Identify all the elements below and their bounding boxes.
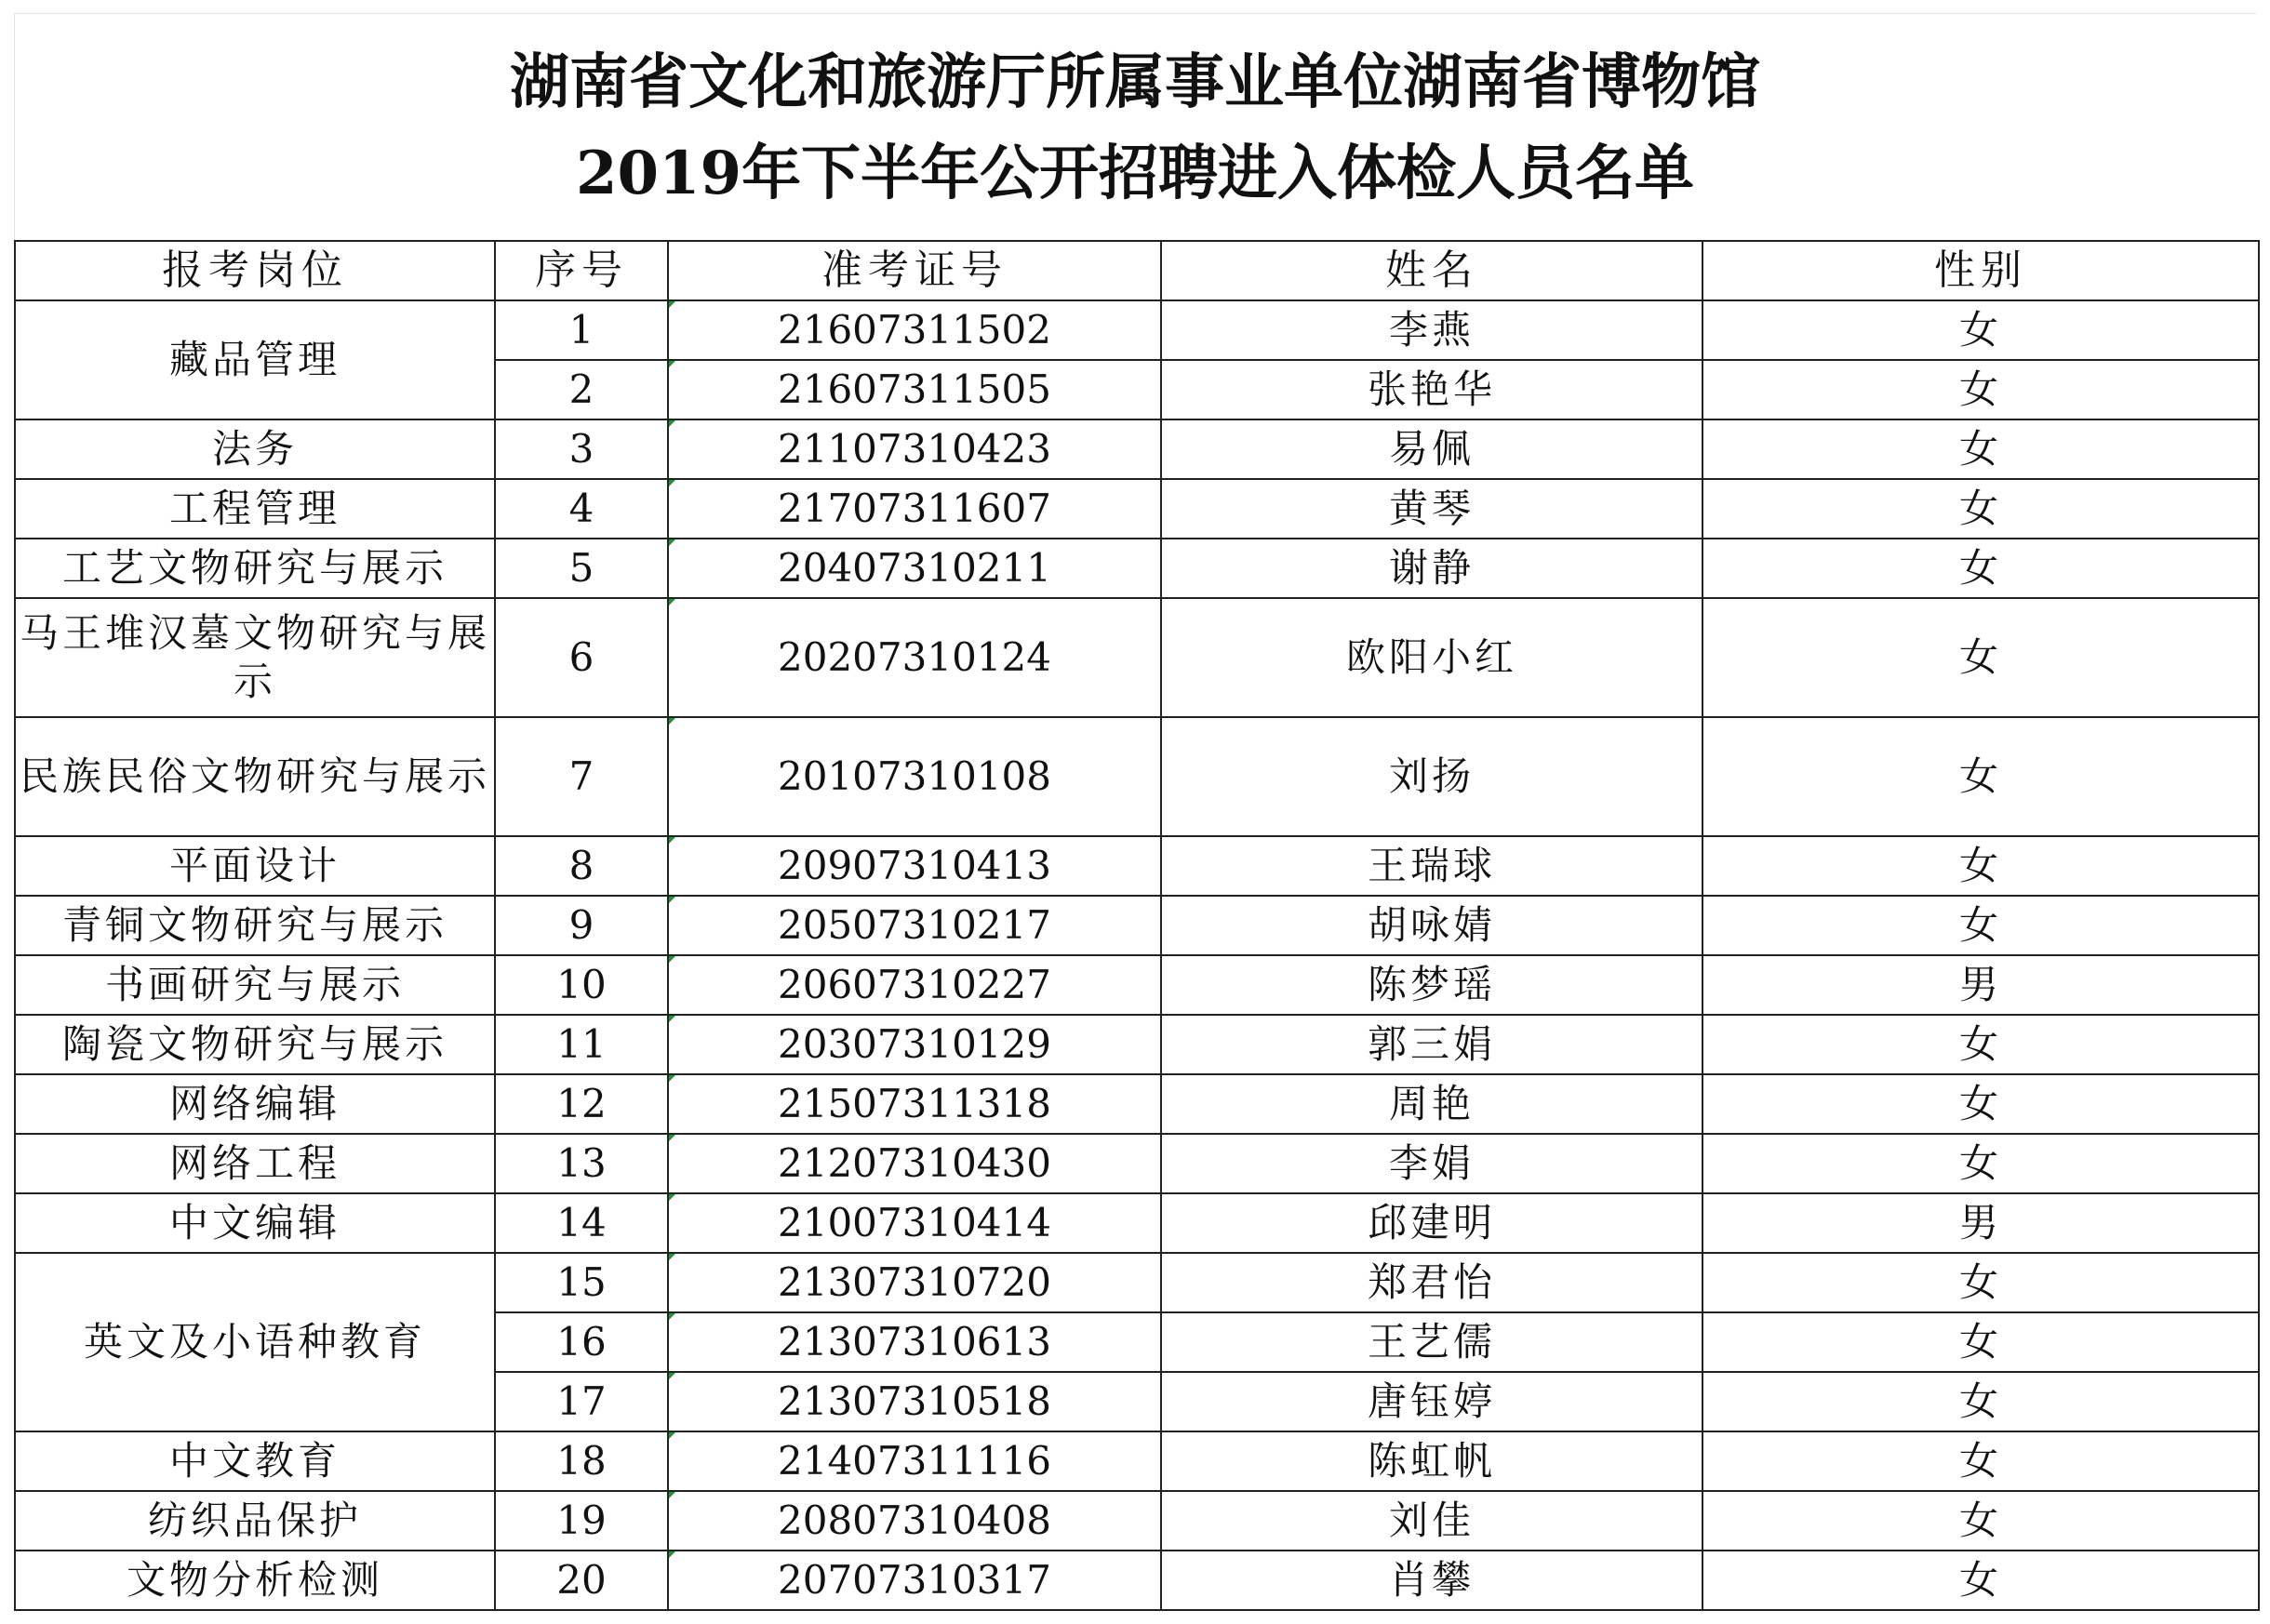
exam-id-cell: 20107310108	[668, 717, 1161, 836]
table-row	[15, 539, 2259, 598]
position-cell: 青铜文物研究与展示	[15, 896, 495, 955]
position-cell: 网络工程	[15, 1134, 495, 1193]
gender-cell: 女	[1702, 717, 2259, 836]
table-row	[15, 1193, 2259, 1253]
seq-cell: 3	[495, 419, 668, 479]
seq-cell: 15	[495, 1253, 668, 1312]
position-cell: 工艺文物研究与展示	[15, 539, 495, 598]
gender-cell: 男	[1702, 955, 2259, 1015]
seq-cell: 20	[495, 1551, 668, 1610]
exam-id-cell: 21607311502	[668, 300, 1161, 360]
gender-cell: 女	[1702, 1312, 2259, 1372]
exam-id-cell: 21207310430	[668, 1134, 1161, 1193]
table-row	[15, 836, 2259, 896]
table-row	[15, 955, 2259, 1015]
gender-cell: 女	[1702, 479, 2259, 539]
name-cell: 肖攀	[1161, 1551, 1702, 1610]
exam-id-cell: 20407310211	[668, 539, 1161, 598]
position-cell: 纺织品保护	[15, 1491, 495, 1551]
name-cell: 郑君怡	[1161, 1253, 1702, 1312]
position-cell: 马王堆汉墓文物研究与展示	[15, 598, 495, 717]
seq-cell: 11	[495, 1015, 668, 1074]
name-cell: 谢静	[1161, 539, 1702, 598]
exam-id-cell: 21307310720	[668, 1253, 1161, 1312]
seq-cell: 10	[495, 955, 668, 1015]
seq-cell: 2	[495, 360, 668, 419]
table-row	[15, 479, 2259, 539]
table-header-row	[15, 241, 2259, 300]
exam-id-cell: 20507310217	[668, 896, 1161, 955]
gender-cell: 男	[1702, 1193, 2259, 1253]
name-cell: 胡咏婧	[1161, 896, 1702, 955]
seq-cell: 4	[495, 479, 668, 539]
exam-id-cell: 21307310613	[668, 1312, 1161, 1372]
name-cell: 李燕	[1161, 300, 1702, 360]
seq-cell: 16	[495, 1312, 668, 1372]
gender-cell: 女	[1702, 1431, 2259, 1491]
table-row	[15, 300, 2259, 360]
header-position: 报考岗位	[15, 241, 495, 300]
table-row	[15, 419, 2259, 479]
name-cell: 陈虹帆	[1161, 1431, 1702, 1491]
exam-id-cell: 21507311318	[668, 1074, 1161, 1134]
title-line-2: 2019年下半年公开招聘进入体检人员名单	[575, 139, 1695, 208]
header-gender: 性别	[1702, 241, 2259, 300]
table-row	[15, 1074, 2259, 1134]
name-cell: 刘扬	[1161, 717, 1702, 836]
gender-cell: 女	[1702, 1134, 2259, 1193]
exam-id-cell: 21607311505	[668, 360, 1161, 419]
gender-cell: 女	[1702, 1015, 2259, 1074]
exam-id-cell: 20807310408	[668, 1491, 1161, 1551]
table-row	[15, 598, 2259, 717]
table-row	[15, 896, 2259, 955]
position-cell: 中文教育	[15, 1431, 495, 1491]
name-cell: 陈梦瑶	[1161, 955, 1702, 1015]
document-title	[14, 37, 2256, 220]
position-cell: 中文编辑	[15, 1193, 495, 1253]
position-cell: 文物分析检测	[15, 1551, 495, 1610]
exam-id-cell: 20207310124	[668, 598, 1161, 717]
title-line-1: 湖南省文化和旅游厅所属事业单位湖南省博物馆	[510, 47, 1760, 117]
seq-cell: 1	[495, 300, 668, 360]
gender-cell: 女	[1702, 1253, 2259, 1312]
name-cell: 黄琴	[1161, 479, 1702, 539]
name-cell: 周艳	[1161, 1074, 1702, 1134]
exam-id-cell: 21107310423	[668, 419, 1161, 479]
position-cell: 民族民俗文物研究与展示	[15, 717, 495, 836]
table-row	[15, 1253, 2259, 1312]
seq-cell: 6	[495, 598, 668, 717]
exam-id-cell: 21407311116	[668, 1431, 1161, 1491]
seq-cell: 14	[495, 1193, 668, 1253]
exam-id-cell: 20307310129	[668, 1015, 1161, 1074]
name-cell: 唐钰婷	[1161, 1372, 1702, 1431]
position-cell: 陶瓷文物研究与展示	[15, 1015, 495, 1074]
gender-cell: 女	[1702, 1491, 2259, 1551]
seq-cell: 19	[495, 1491, 668, 1551]
table-row	[15, 1015, 2259, 1074]
name-cell: 王艺儒	[1161, 1312, 1702, 1372]
seq-cell: 12	[495, 1074, 668, 1134]
gender-cell: 女	[1702, 1372, 2259, 1431]
exam-id-cell: 20607310227	[668, 955, 1161, 1015]
seq-cell: 18	[495, 1431, 668, 1491]
gender-cell: 女	[1702, 1074, 2259, 1134]
exam-id-cell: 21707311607	[668, 479, 1161, 539]
header-seq: 序号	[495, 241, 668, 300]
name-cell: 郭三娟	[1161, 1015, 1702, 1074]
position-cell: 平面设计	[15, 836, 495, 896]
exam-id-cell: 21007310414	[668, 1193, 1161, 1253]
gender-cell: 女	[1702, 360, 2259, 419]
name-cell: 欧阳小红	[1161, 598, 1702, 717]
name-cell: 张艳华	[1161, 360, 1702, 419]
table-row	[15, 1134, 2259, 1193]
seq-cell: 9	[495, 896, 668, 955]
gender-cell: 女	[1702, 1551, 2259, 1610]
name-cell: 易佩	[1161, 419, 1702, 479]
gender-cell: 女	[1702, 598, 2259, 717]
table-row	[15, 717, 2259, 836]
position-cell: 英文及小语种教育	[15, 1253, 495, 1431]
name-cell: 邱建明	[1161, 1193, 1702, 1253]
seq-cell: 7	[495, 717, 668, 836]
seq-cell: 13	[495, 1134, 668, 1193]
header-exam-id: 准考证号	[668, 241, 1161, 300]
position-cell: 书画研究与展示	[15, 955, 495, 1015]
page-border-top	[14, 13, 2256, 14]
gender-cell: 女	[1702, 539, 2259, 598]
exam-id-cell: 21307310518	[668, 1372, 1161, 1431]
position-cell: 藏品管理	[15, 300, 495, 419]
gender-cell: 女	[1702, 419, 2259, 479]
position-cell: 法务	[15, 419, 495, 479]
position-cell: 工程管理	[15, 479, 495, 539]
gender-cell: 女	[1702, 896, 2259, 955]
table-row	[15, 1431, 2259, 1491]
name-cell: 刘佳	[1161, 1491, 1702, 1551]
gender-cell: 女	[1702, 836, 2259, 896]
seq-cell: 8	[495, 836, 668, 896]
position-cell: 网络编辑	[15, 1074, 495, 1134]
header-name: 姓名	[1161, 241, 1702, 300]
exam-id-cell: 20707310317	[668, 1551, 1161, 1610]
exam-id-cell: 20907310413	[668, 836, 1161, 896]
name-cell: 李娟	[1161, 1134, 1702, 1193]
gender-cell: 女	[1702, 300, 2259, 360]
table-row	[15, 1551, 2259, 1610]
table-row	[15, 1491, 2259, 1551]
candidate-table	[14, 240, 2260, 1611]
seq-cell: 5	[495, 539, 668, 598]
name-cell: 王瑞球	[1161, 836, 1702, 896]
seq-cell: 17	[495, 1372, 668, 1431]
